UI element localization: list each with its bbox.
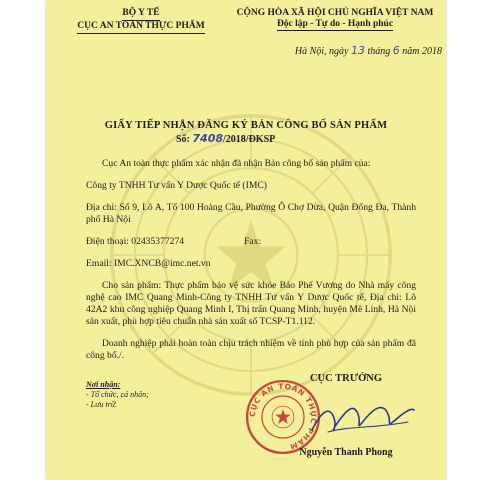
ministry-name: BỘ Y TẾ xyxy=(122,8,159,21)
seal-text: CỤC AN TOÀN THỰC PHẨM xyxy=(247,381,319,452)
recipient-item: - Lưu trữ. xyxy=(86,400,118,409)
date-day: 13 xyxy=(350,44,365,57)
handwritten-signature-icon xyxy=(308,392,418,442)
date-prefix: Hà Nội, ngày xyxy=(294,46,349,57)
company-name: Công ty TNHH Tư vấn Y Dược Quốc tế (IMC) xyxy=(86,180,267,191)
recipients-heading: Nơi nhận: xyxy=(86,380,121,389)
fax-number: Fax: xyxy=(244,236,262,247)
date-month: 6 xyxy=(392,44,400,57)
company-address: Địa chỉ: Số 9, Lô A, Tổ 100 Hoàng Cầu, Phường Ô Chợ Dừa, Quận Đống Đa, Thành phố Hà Nội xyxy=(86,202,416,225)
email-address: Email: IMC.XNCB@imc.net.vn xyxy=(86,258,211,269)
country-name: CỘNG HÒA XÃ HỘI CHỦ NGHĨA VIỆT NAM xyxy=(236,8,434,18)
recipient-item: - Tổ chức, cá nhân; xyxy=(86,390,149,399)
date-year: năm 2018 xyxy=(402,46,442,57)
document-title: GIẤY TIẾP NHẬN ĐĂNG KÝ BẢN CÔNG BỐ SẢN PHẨM xyxy=(104,120,388,131)
date-month-label: tháng xyxy=(367,46,391,57)
number-label: Số: xyxy=(176,134,190,145)
intro-paragraph: Cục An toàn thực phẩm xác nhận đã nhận Bản công bố sản phẩm của: xyxy=(102,158,371,169)
agency-name: CỤC AN TOÀN THỰC PHẨM xyxy=(77,21,204,34)
document-number xyxy=(176,132,376,145)
issue-date xyxy=(242,44,442,57)
product-paragraph: Cho sản phẩm: Thực phẩm bảo vệ sức khỏe Bảo Phế Vương do Nhà máy công nghệ cao IMC Quang Minh-Công ty TNHH Tư vấn Y Dược Quốc tế, Địa chỉ: Lô 42A2 khu công nghiệp Quang Minh I, Thị trấn Quang Minh, huyện Mê Linh, Hà Nội sản xuất, phù hợp tiêu chuẩn nhà sản xuất số TCSP-T1.112. xyxy=(86,280,416,327)
document-page xyxy=(46,0,446,480)
contact-row xyxy=(86,236,416,248)
responsibility-paragraph: Doanh nghiệp phải hoàn toàn chịu trách nhiệm về tính phù hợp của sản phẩm đã công bố./. xyxy=(86,338,416,361)
recipients-list xyxy=(86,380,206,410)
document-body xyxy=(86,158,416,372)
phone-number: Điện thoại: 02435377274 xyxy=(86,236,185,247)
number-value: 7408 xyxy=(192,132,224,145)
number-suffix: /2018/ĐKSP xyxy=(223,134,276,145)
national-motto: Độc lập - Tự do - Hạnh phúc xyxy=(276,19,394,29)
national-header xyxy=(228,8,442,31)
issuer-header xyxy=(66,8,216,34)
signer-title: CỤC TRƯỞNG xyxy=(309,373,383,384)
signer-name: Nguyễn Thanh Phong xyxy=(299,447,393,458)
